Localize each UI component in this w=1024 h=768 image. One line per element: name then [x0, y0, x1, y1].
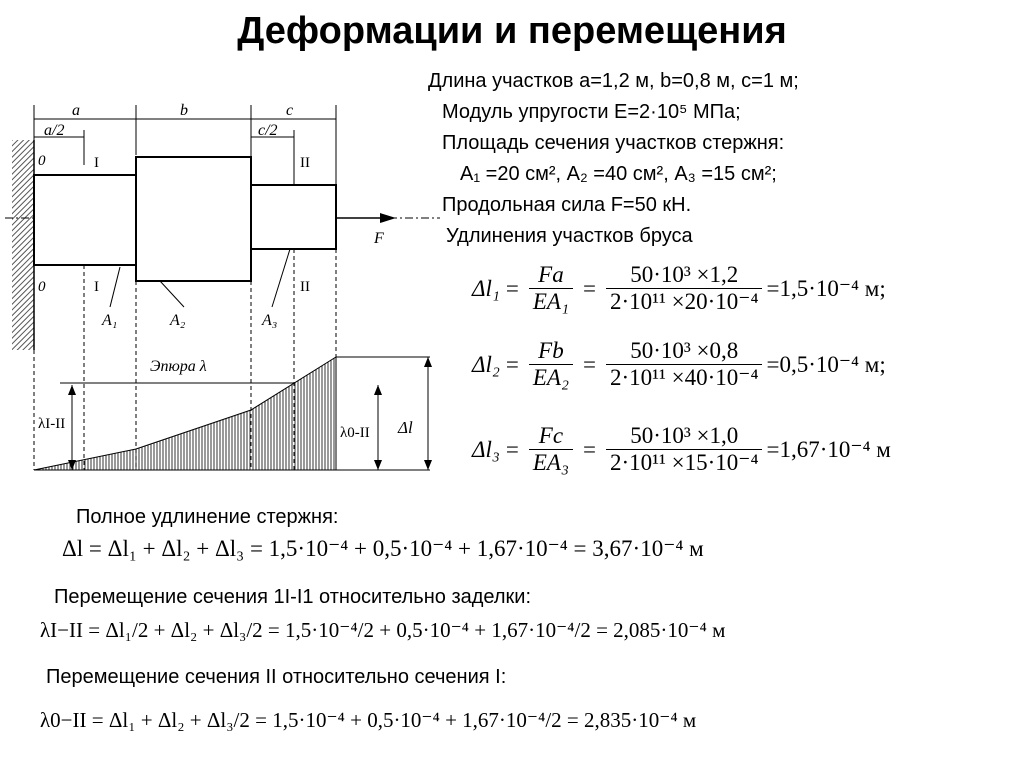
dl3-fden: EA₃	[532, 450, 569, 475]
delta-l-label: Δl	[398, 418, 413, 437]
dim-c-half-label: c/2	[258, 122, 278, 139]
given-force: Продольная сила F=50 кН.	[442, 194, 692, 216]
segment-1	[34, 175, 136, 265]
lambda-I-II-label: λI-II	[38, 416, 66, 432]
section-II-bottom: II	[300, 279, 310, 295]
given-lengths: Длина участков a=1,2 м, b=0,8 м, c=1 м;	[428, 70, 799, 92]
dl1-den: 2·10¹¹ ×20·10⁻⁴	[609, 289, 759, 314]
dl2-fnum: Fb	[538, 338, 564, 363]
segment-2	[136, 157, 251, 281]
area-A3-label: A₃	[262, 312, 278, 329]
formula-dl2: Δl₂ = $\frac{Fb}{\text{EA₂}}$ = $\frac{\text{50·10³ ×0,8}}{\text{2·10¹¹ ×40·10⁻⁴}}$ =0,5·10⁻⁴ м;	[472, 338, 886, 390]
dl1-result: =1,5·10⁻⁴ м;	[766, 275, 886, 301]
dl2-fden: EA₂	[532, 365, 569, 390]
total-heading: Полное удлинение стержня:	[76, 506, 339, 528]
dl1-num: 50·10³ ×1,2	[606, 262, 763, 289]
given-data	[428, 66, 799, 252]
section-II-top: II	[300, 155, 310, 171]
dl2-lhs: Δl₂	[472, 351, 500, 377]
dl3-den: 2·10¹¹ ×15·10⁻⁴	[609, 450, 759, 475]
dl2-result: =0,5·10⁻⁴ м;	[766, 351, 886, 377]
dl2-num: 50·10³ ×0,8	[606, 338, 763, 365]
section-I-top: I	[94, 155, 99, 171]
segment-3	[251, 185, 336, 249]
dl3-lhs: Δl₃	[472, 436, 500, 462]
given-modulus: Модуль упругости E=2·10⁵ МПа;	[442, 101, 741, 123]
page-title: Деформации и перемещения	[237, 10, 787, 52]
dl3-result: =1,67·10⁻⁴ м	[766, 436, 891, 462]
formula-dl1: Δl₁ = $\frac{Fa}{\text{EA₁}}$ = $\frac{\text{50·10³ ×1,2}}{\text{2·10¹¹ ×20·10⁻⁴}}$ =1,5·10⁻⁴ м;	[472, 262, 886, 314]
dl1-fden: EA₁	[532, 289, 569, 314]
dim-b-label: b	[180, 102, 188, 119]
dim-a-half-label: a/2	[44, 122, 65, 139]
dim-c-label: c	[286, 102, 294, 119]
given-area-title: Площадь сечения участков стержня:	[442, 132, 785, 154]
section-0-top: 0	[38, 153, 46, 169]
dim-a-label: a	[72, 102, 80, 119]
dl3-num: 50·10³ ×1,0	[606, 423, 763, 450]
area-A1-label: A₁	[102, 312, 118, 329]
disp2-formula: λ0−II = Δl₁ + Δl₂ + Δl₃/2 = 1,5·10⁻⁴ + 0,5·10⁻⁴ + 1,67·10⁻⁴/2 = 2,835·10⁻⁴ м	[40, 708, 697, 732]
disp1-heading: Перемещение сечения 1I-I1 относительно заделки:	[54, 586, 532, 608]
force-arrow-icon	[380, 213, 396, 223]
section-I-bottom: I	[94, 279, 99, 295]
epure-label: Эпюра λ	[150, 358, 207, 375]
disp2-heading: Перемещение сечения II относительно сечения I:	[46, 666, 507, 688]
total-formula: Δl = Δl₁ + Δl₂ + Δl₃ = 1,5·10⁻⁴ + 0,5·10⁻⁴ + 1,67·10⁻⁴ = 3,67·10⁻⁴ м	[62, 536, 704, 561]
elongations-heading: Удлинения участков бруса	[446, 225, 693, 247]
disp1-formula: λI−II = Δl₁/2 + Δl₂ + Δl₃/2 = 1,5·10⁻⁴/2 + 0,5·10⁻⁴ + 1,67·10⁻⁴/2 = 2,085·10⁻⁴ м	[40, 618, 726, 642]
force-label: F	[374, 230, 384, 247]
dl2-den: 2·10¹¹ ×40·10⁻⁴	[609, 365, 759, 390]
dl1-lhs: Δl₁	[472, 275, 500, 301]
given-areas: A₁ =20 см², A₂ =40 см², A₃ =15 см²;	[460, 163, 777, 185]
bar-diagram	[0, 95, 440, 495]
formula-dl3: Δl₃ = $\frac{Fc}{\text{EA₃}}$ = $\frac{\text{50·10³ ×1,0}}{\text{2·10¹¹ ×15·10⁻⁴}}$ =1,67·10⁻⁴ м	[472, 423, 891, 475]
section-0-bottom: 0	[38, 279, 46, 295]
fixed-support	[12, 140, 34, 350]
area-A2-label: A₂	[170, 312, 186, 329]
dl1-fnum: Fa	[538, 262, 564, 287]
lambda-0-II-label: λ0-II	[340, 425, 370, 441]
dl3-fnum: Fc	[538, 423, 564, 448]
